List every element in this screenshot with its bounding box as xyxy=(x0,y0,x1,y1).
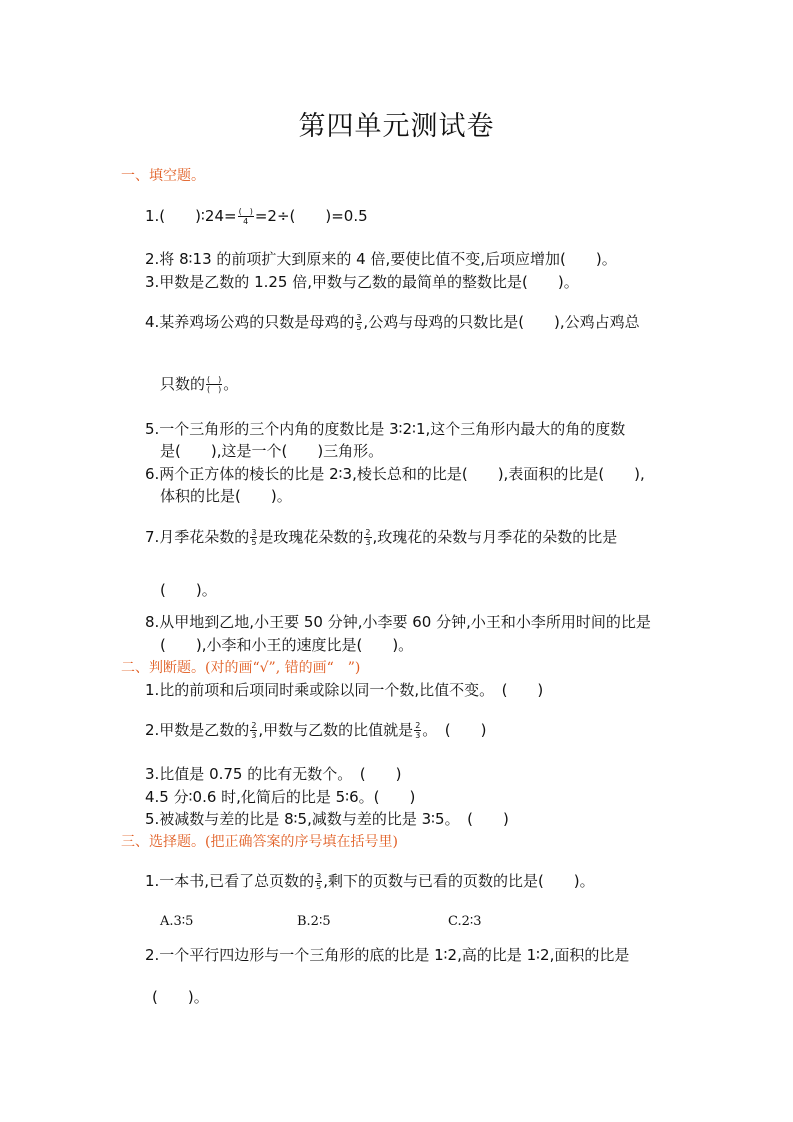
judge-question-5: 5.被减数与差的比是 8∶5,减数与差的比是 3∶5。 ( ) xyxy=(145,810,509,828)
fraction: $\frac{3}{5}$ xyxy=(316,872,322,891)
fill-question-5: 5.一个三角形的三个内角的度数比是 3∶2∶1,这个三角形内最大的角的度数 xyxy=(145,420,626,438)
choice-question-2: 2.一个平行四边形与一个三角形的底的比是 1∶2,高的比是 1∶2,面积的比是 xyxy=(145,946,630,964)
fill-question-4-cont: 只数的 $\frac{( )}{( )}$ 。 xyxy=(160,375,239,394)
choice-option-c: C.2∶3 xyxy=(448,914,482,929)
fill-question-8-cont: ( ),小李和小王的速度比是( )。 xyxy=(160,636,414,654)
fill-question-7: 7.月季花朵数的 $\frac{3}{5}$ 是玫瑰花朵数的 $\frac{2}{3}$ ,玫瑰花的朵数与月季花的朵数的比是 xyxy=(145,528,618,547)
page-title: 第四单元测试卷 xyxy=(298,111,495,142)
fill-question-5-cont: 是( ),这是一个( )三角形。 xyxy=(160,442,384,460)
section-heading-choice: 三、选择题。(把正确答案的序号填在括号里) xyxy=(121,834,398,850)
judge-question-3: 3.比值是 0.75 的比有无数个。 ( ) xyxy=(145,765,402,783)
judge-question-1: 1.比的前项和后项同时乘或除以同一个数,比值不变。 ( ) xyxy=(145,681,544,699)
choice-question-1: 1.一本书,已看了总页数的 $\frac{3}{5}$ ,剩下的页数与已看的页数的比是( )。 xyxy=(145,872,595,891)
fill-question-3: 3.甲数是乙数的 1.25 倍,甲数与乙数的最简单的整数比是( )。 xyxy=(145,273,579,291)
fraction: $\frac{( )}{( )}$ xyxy=(207,375,222,394)
fill-question-7-cont: ( )。 xyxy=(160,581,217,599)
fraction: $\frac{( )}{4}$ xyxy=(238,207,253,226)
choice-option-b: B.2∶5 xyxy=(297,914,331,929)
fraction: $\frac{3}{5}$ xyxy=(356,313,362,332)
choice-question-2-cont: ( )。 xyxy=(152,988,209,1006)
fill-question-6: 6.两个正方体的棱长的比是 2∶3,棱长总和的比是( ),表面积的比是( ), xyxy=(145,465,645,483)
fraction: $\frac{2}{3}$ xyxy=(365,528,371,547)
section-heading-judge: 二、判断题。(对的画“√”, 错的画“ ”) xyxy=(121,660,361,676)
fraction: $\frac{3}{5}$ xyxy=(251,528,257,547)
choice-option-a: A.3∶5 xyxy=(160,914,194,929)
fill-question-2: 2.将 8∶13 的前项扩大到原来的 4 倍,要使比值不变,后项应增加( )。 xyxy=(145,250,617,268)
section-heading-fill: 一、填空题。 xyxy=(121,168,205,184)
fraction: $\frac{2}{3}$ xyxy=(415,721,421,740)
judge-question-4: 4.5 分∶0.6 时,化简后的比是 5∶6。( ) xyxy=(145,788,416,806)
fill-question-8: 8.从甲地到乙地,小王要 50 分钟,小李要 60 分钟,小王和小李所用时间的比是 xyxy=(145,613,651,631)
fill-question-6-cont: 体积的比是( )。 xyxy=(160,487,292,505)
fraction: $\frac{2}{3}$ xyxy=(251,721,257,740)
judge-question-2: 2.甲数是乙数的 $\frac{2}{3}$ ,甲数与乙数的比值就是 $\frac{2}{3}$ 。 ( ) xyxy=(145,721,487,740)
fill-question-4: 4.某养鸡场公鸡的只数是母鸡的 $\frac{3}{5}$ ,公鸡与母鸡的只数比是( ),公鸡占鸡总 xyxy=(145,313,640,332)
fill-question-1: 1.( )∶24= $\frac{( )}{4}$ =2÷( )=0.5 xyxy=(145,207,368,226)
